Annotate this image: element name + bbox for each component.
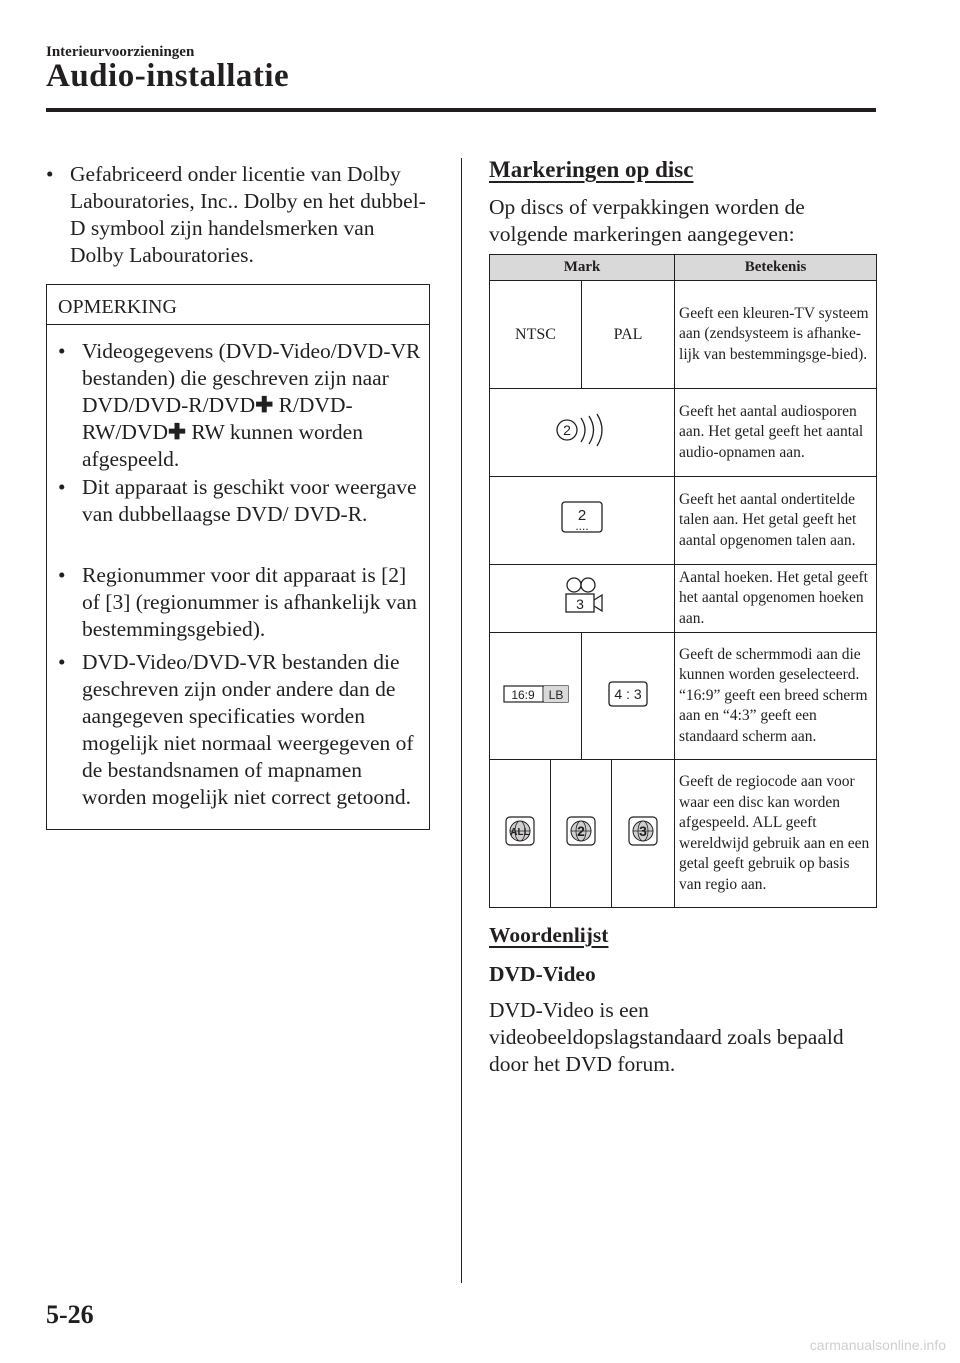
table-header-row — [490, 255, 877, 281]
bullet-dot: • — [58, 475, 66, 499]
svg-text:2: 2 — [563, 422, 571, 438]
note-item-specificaties — [58, 649, 423, 811]
meaning-cell: Geeft de schermmodi aan die kunnen worden geselecteerd. “16:9” geeft een breed scherm aan en “4:3” geeft een standaard scherm aan. — [675, 633, 877, 760]
standard-screen-icon — [582, 633, 675, 760]
mark-ntsc: NTSC — [490, 281, 582, 389]
dvd-plus-icon: ✚ — [168, 420, 187, 444]
table-row — [490, 633, 877, 760]
meaning-cell: Geeft de regiocode aan voor waar een disc kan worden afgespeeld. ALL geeft wereldwijd gebruik aan en een getal geeft gebruik op basis van regio aan. — [675, 760, 877, 908]
note-item-videogegevens — [58, 338, 423, 473]
bullet-dot: • — [58, 650, 66, 674]
table-row — [490, 760, 877, 908]
region-3-icon — [612, 760, 675, 908]
region-2-icon — [551, 760, 612, 908]
svg-text:16:9: 16:9 — [510, 687, 535, 702]
svg-text:4 : 3: 4 : 3 — [614, 685, 642, 702]
title-rule — [46, 108, 876, 112]
glossary-heading: Woordenlijst — [489, 923, 609, 947]
header-mark: Mark — [490, 255, 675, 281]
svg-text:3: 3 — [639, 823, 647, 839]
glossary-term: DVD-Video — [489, 962, 596, 986]
dolby-text: Gefabriceerd onder licentie van Dolby Labouratories, Inc.. Dolby en het dubbel-D symbool zijn handelsmerken van Dolby Labouratories. — [70, 162, 426, 267]
camera-angles-icon — [490, 565, 675, 633]
page-number: 5-26 — [46, 1300, 94, 1329]
meaning-cell: Geeft het aantal audiosporen aan. Het getal geeft het aantal audio-opnamen aan. — [675, 389, 877, 477]
header-meaning: Betekenis — [675, 255, 877, 281]
svg-text:2: 2 — [577, 823, 585, 839]
audio-tracks-icon — [490, 389, 675, 477]
watermark: carmanualsonline.info — [809, 1337, 946, 1353]
marks-table — [489, 254, 877, 908]
dvd-plus-icon: ✚ — [255, 393, 274, 417]
note-item-text: Dit apparaat is geschikt voor weergave van dubbellaagse DVD/ DVD-R. — [82, 475, 417, 526]
note-item-dubbellaags — [58, 474, 423, 528]
table-row — [490, 389, 877, 477]
note-item-text: Regionummer voor dit apparaat is [2] of [3] (regionummer is afhankelijk van bestemmingsgebied). — [82, 563, 417, 641]
meaning-cell: Aantal hoeken. Het getal geeft het aantal opgenomen hoeken aan. — [675, 565, 877, 633]
mark-pal: PAL — [582, 281, 675, 389]
note-item-text: Videogegevens (DVD-Video/DVD-VR bestanden) die geschreven zijn naar DVD/DVD-R/DVD✚ R/DVD-RW/DVD✚ RW kunnen worden afgespeeld. — [82, 339, 421, 471]
note-item-text: DVD-Video/DVD-VR bestanden die geschreven zijn onder andere dan de aangegeven specificaties worden mogelijk niet normaal weergegeven of de bestandsnamen of mapnamen worden mogelijk niet correct getoond. — [82, 650, 414, 809]
glossary-definition: DVD-Video is een videobeeldopslagstandaard zoals bepaald door het DVD forum. — [489, 998, 844, 1076]
table-row — [490, 565, 877, 633]
page-title: Audio-installatie — [46, 58, 290, 94]
svg-text:LB: LB — [548, 687, 563, 702]
widescreen-icon — [490, 633, 582, 760]
dolby-bullet — [46, 161, 432, 269]
meaning-cell: Geeft een kleuren-TV systeem aan (zendsysteem is afhanke-lijk van bestemmingsge-bied). — [675, 281, 877, 389]
svg-text:3: 3 — [576, 596, 584, 612]
marks-heading: Markeringen op disc — [489, 157, 694, 182]
marks-intro: Op discs of verpakkingen worden de volgende markeringen aangegeven: — [489, 195, 805, 246]
column-divider — [461, 158, 462, 1283]
note-box — [46, 284, 430, 830]
subtitles-icon — [490, 477, 675, 565]
region-all-icon — [490, 760, 551, 908]
table-row — [490, 281, 877, 389]
note-heading: OPMERKING — [47, 285, 429, 325]
table-row — [490, 477, 877, 565]
svg-text:ALL: ALL — [510, 827, 530, 838]
bullet-dot: • — [46, 162, 54, 186]
meaning-cell: Geeft het aantal ondertitelde talen aan. Het getal geeft het aantal opgenomen talen aan. — [675, 477, 877, 565]
svg-text:2: 2 — [577, 507, 587, 524]
bullet-dot: • — [58, 339, 66, 363]
svg-text:....: .... — [575, 519, 589, 533]
section-label: Interieurvoorzieningen — [46, 44, 195, 60]
note-item-regionummer — [58, 562, 423, 643]
bullet-dot: • — [58, 563, 66, 587]
